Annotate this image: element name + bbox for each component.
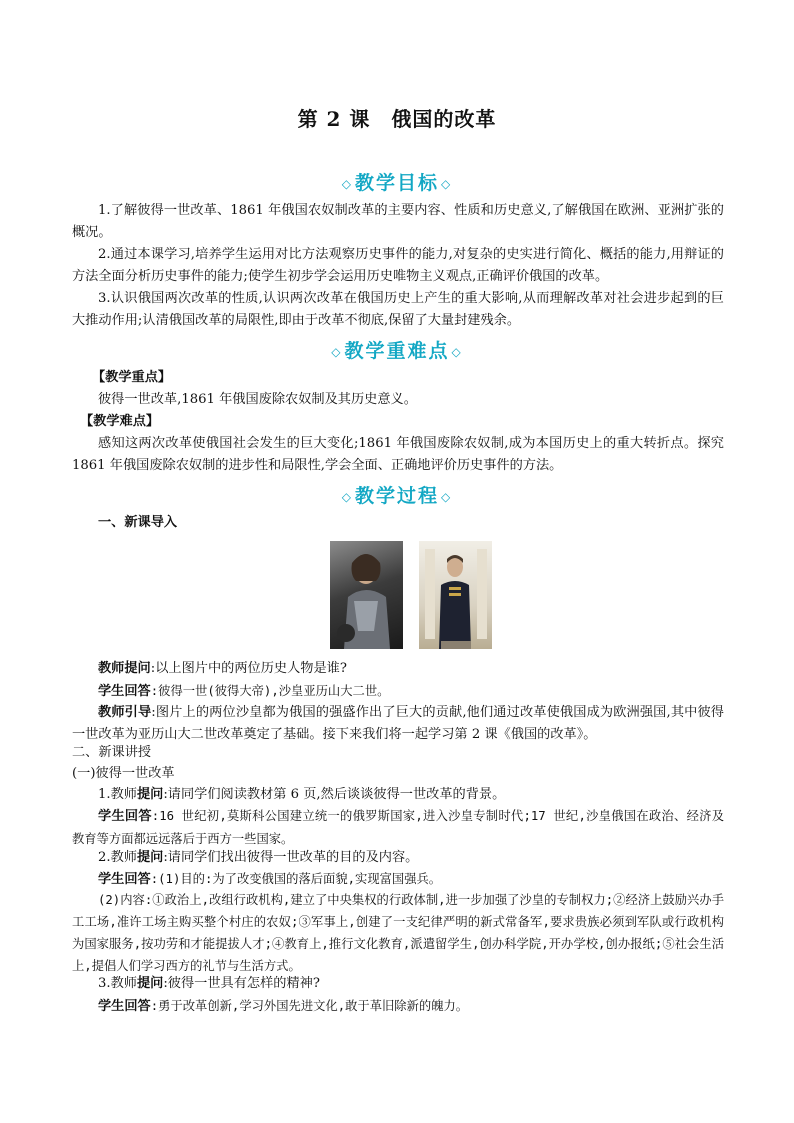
difficulty-text: 感知这两次改革使俄国社会发生的巨大变化;1861 年俄国废除农奴制,成为本国历史上的重大转折点。探究 1861 年俄国废除农奴制的进步性和局限性,学会全面、正确地评价历史事件的方法。 bbox=[72, 436, 724, 473]
student-answer-label: 学生回答 bbox=[98, 684, 151, 699]
student-answer-3 bbox=[72, 868, 724, 891]
student-answer-2 bbox=[72, 805, 724, 851]
teacher-question-4 bbox=[72, 973, 724, 995]
focus-label: 【教学重点】 bbox=[92, 370, 172, 385]
diamond-icon: ◇ bbox=[451, 345, 463, 359]
teacher-guidance-label: 教师引导 bbox=[98, 705, 152, 720]
portrait-alexander-ii bbox=[419, 541, 492, 649]
section-heading-process bbox=[0, 481, 794, 508]
portrait-peter-the-great bbox=[330, 541, 403, 649]
question-number: 2.教师 bbox=[98, 850, 137, 865]
difficulty-label: 【教学难点】 bbox=[80, 414, 160, 429]
student-answer-text: :彼得一世(彼得大帝),沙皇亚历山大二世。 bbox=[150, 684, 390, 698]
section-heading-key-points-text: 教学重难点 bbox=[344, 340, 450, 362]
teacher-guidance-text: :图片上的两位沙皇都为俄国的强盛作出了巨大的贡献,他们通过改革使俄国成为欧洲强国,其中彼得一世改革为亚历山大二世改革奠定了基础。接下来我们将一起学习第 2 课《俄国的改革》。 bbox=[72, 705, 724, 742]
new-lesson-heading: 二、新课讲授 bbox=[72, 745, 152, 760]
question-number: 1.教师 bbox=[98, 787, 137, 802]
reform-content: (2)内容:①政治上,改组行政机构,建立了中央集权的行政体制,进一步加强了沙皇的专制权力;②经济上鼓励兴办手工工场,准许工场主购买整个村庄的农奴;③军事上,创建了一支纪律严明的新式常备军,要求贵族必须到军队或行政机构为国家服务,按功劳和才能提拔人才;④教育上,推行文化教育,派遣留学生,创办科学院,开办学校,创办报纸;⑤社会生活上,提倡人们学习西方的礼节与生活方式。 bbox=[72, 893, 724, 973]
teacher-question-2 bbox=[72, 784, 724, 806]
section-heading-process-text: 教学过程 bbox=[354, 485, 439, 507]
lesson-title: 第 2 课 俄国的改革 bbox=[297, 107, 497, 131]
student-answer-label: 学生回答 bbox=[98, 999, 151, 1014]
subsection-peter-reform: (一)彼得一世改革 bbox=[72, 766, 175, 781]
teacher-question-label: 提问 bbox=[136, 976, 164, 991]
goal-2: 2.通过本课学习,培养学生运用对比方法观察历史事件的能力,对复杂的史实进行简化、概括的能力,用辩证的方法全面分析历史事件的能力;使学生初步学会运用历史唯物主义观点,正确评价俄国的改革。 bbox=[72, 247, 724, 284]
teacher-question-text: :彼得一世具有怎样的精神? bbox=[163, 976, 320, 991]
student-answer-text: :(1)目的:为了改变俄国的落后面貌,实现富国强兵。 bbox=[150, 872, 442, 886]
diamond-icon: ◇ bbox=[341, 177, 353, 191]
teacher-question-label: 提问 bbox=[136, 787, 164, 802]
teacher-question-3 bbox=[72, 847, 724, 869]
teacher-question-text: :请同学们找出彼得一世改革的目的及内容。 bbox=[163, 850, 419, 865]
intro-heading: 一、新课导入 bbox=[98, 515, 178, 530]
diamond-icon: ◇ bbox=[441, 490, 453, 504]
question-number: 3.教师 bbox=[98, 976, 137, 991]
section-heading-goals-text: 教学目标 bbox=[354, 172, 439, 194]
goal-3: 3.认识俄国两次改革的性质,认识两次改革在俄国历史上产生的重大影响,从而理解改革对社会进步起到的巨大推动作用;认清俄国改革的局限性,即由于改革不彻底,保留了大量封建残余。 bbox=[72, 291, 724, 328]
student-answer-4 bbox=[72, 995, 724, 1018]
student-answer-text: :勇于改革创新,学习外国先进文化,敢于革旧除新的魄力。 bbox=[150, 999, 469, 1013]
teacher-question-label: 提问 bbox=[136, 850, 164, 865]
diamond-icon: ◇ bbox=[331, 345, 343, 359]
teacher-question-label: 教师提问 bbox=[98, 661, 151, 676]
section-heading-goals bbox=[0, 168, 794, 195]
student-answer-label: 学生回答 bbox=[98, 809, 152, 824]
teacher-question-text: :以上图片中的两位历史人物是谁? bbox=[150, 661, 347, 676]
teacher-question-1 bbox=[72, 658, 724, 680]
teacher-guidance bbox=[72, 702, 724, 746]
student-answer-label: 学生回答 bbox=[98, 872, 151, 887]
goal-1: 1.了解彼得一世改革、1861 年俄国农奴制改革的主要内容、性质和历史意义,了解俄国在欧洲、亚洲扩张的概况。 bbox=[72, 203, 724, 240]
teacher-question-text: :请同学们阅读教材第 6 页,然后谈谈彼得一世改革的背景。 bbox=[163, 787, 506, 802]
section-heading-key-points bbox=[0, 336, 794, 363]
focus-text: 彼得一世改革,1861 年俄国废除农奴制及其历史意义。 bbox=[98, 392, 417, 407]
student-answer-text: :16 世纪初,莫斯科公国建立统一的俄罗斯国家,进入沙皇专制时代;17 世纪,沙皇俄国在政治、经济及教育等方面都远远落后于西方一些国家。 bbox=[72, 809, 724, 846]
student-answer-1 bbox=[72, 680, 724, 703]
diamond-icon: ◇ bbox=[341, 490, 353, 504]
diamond-icon: ◇ bbox=[441, 177, 453, 191]
